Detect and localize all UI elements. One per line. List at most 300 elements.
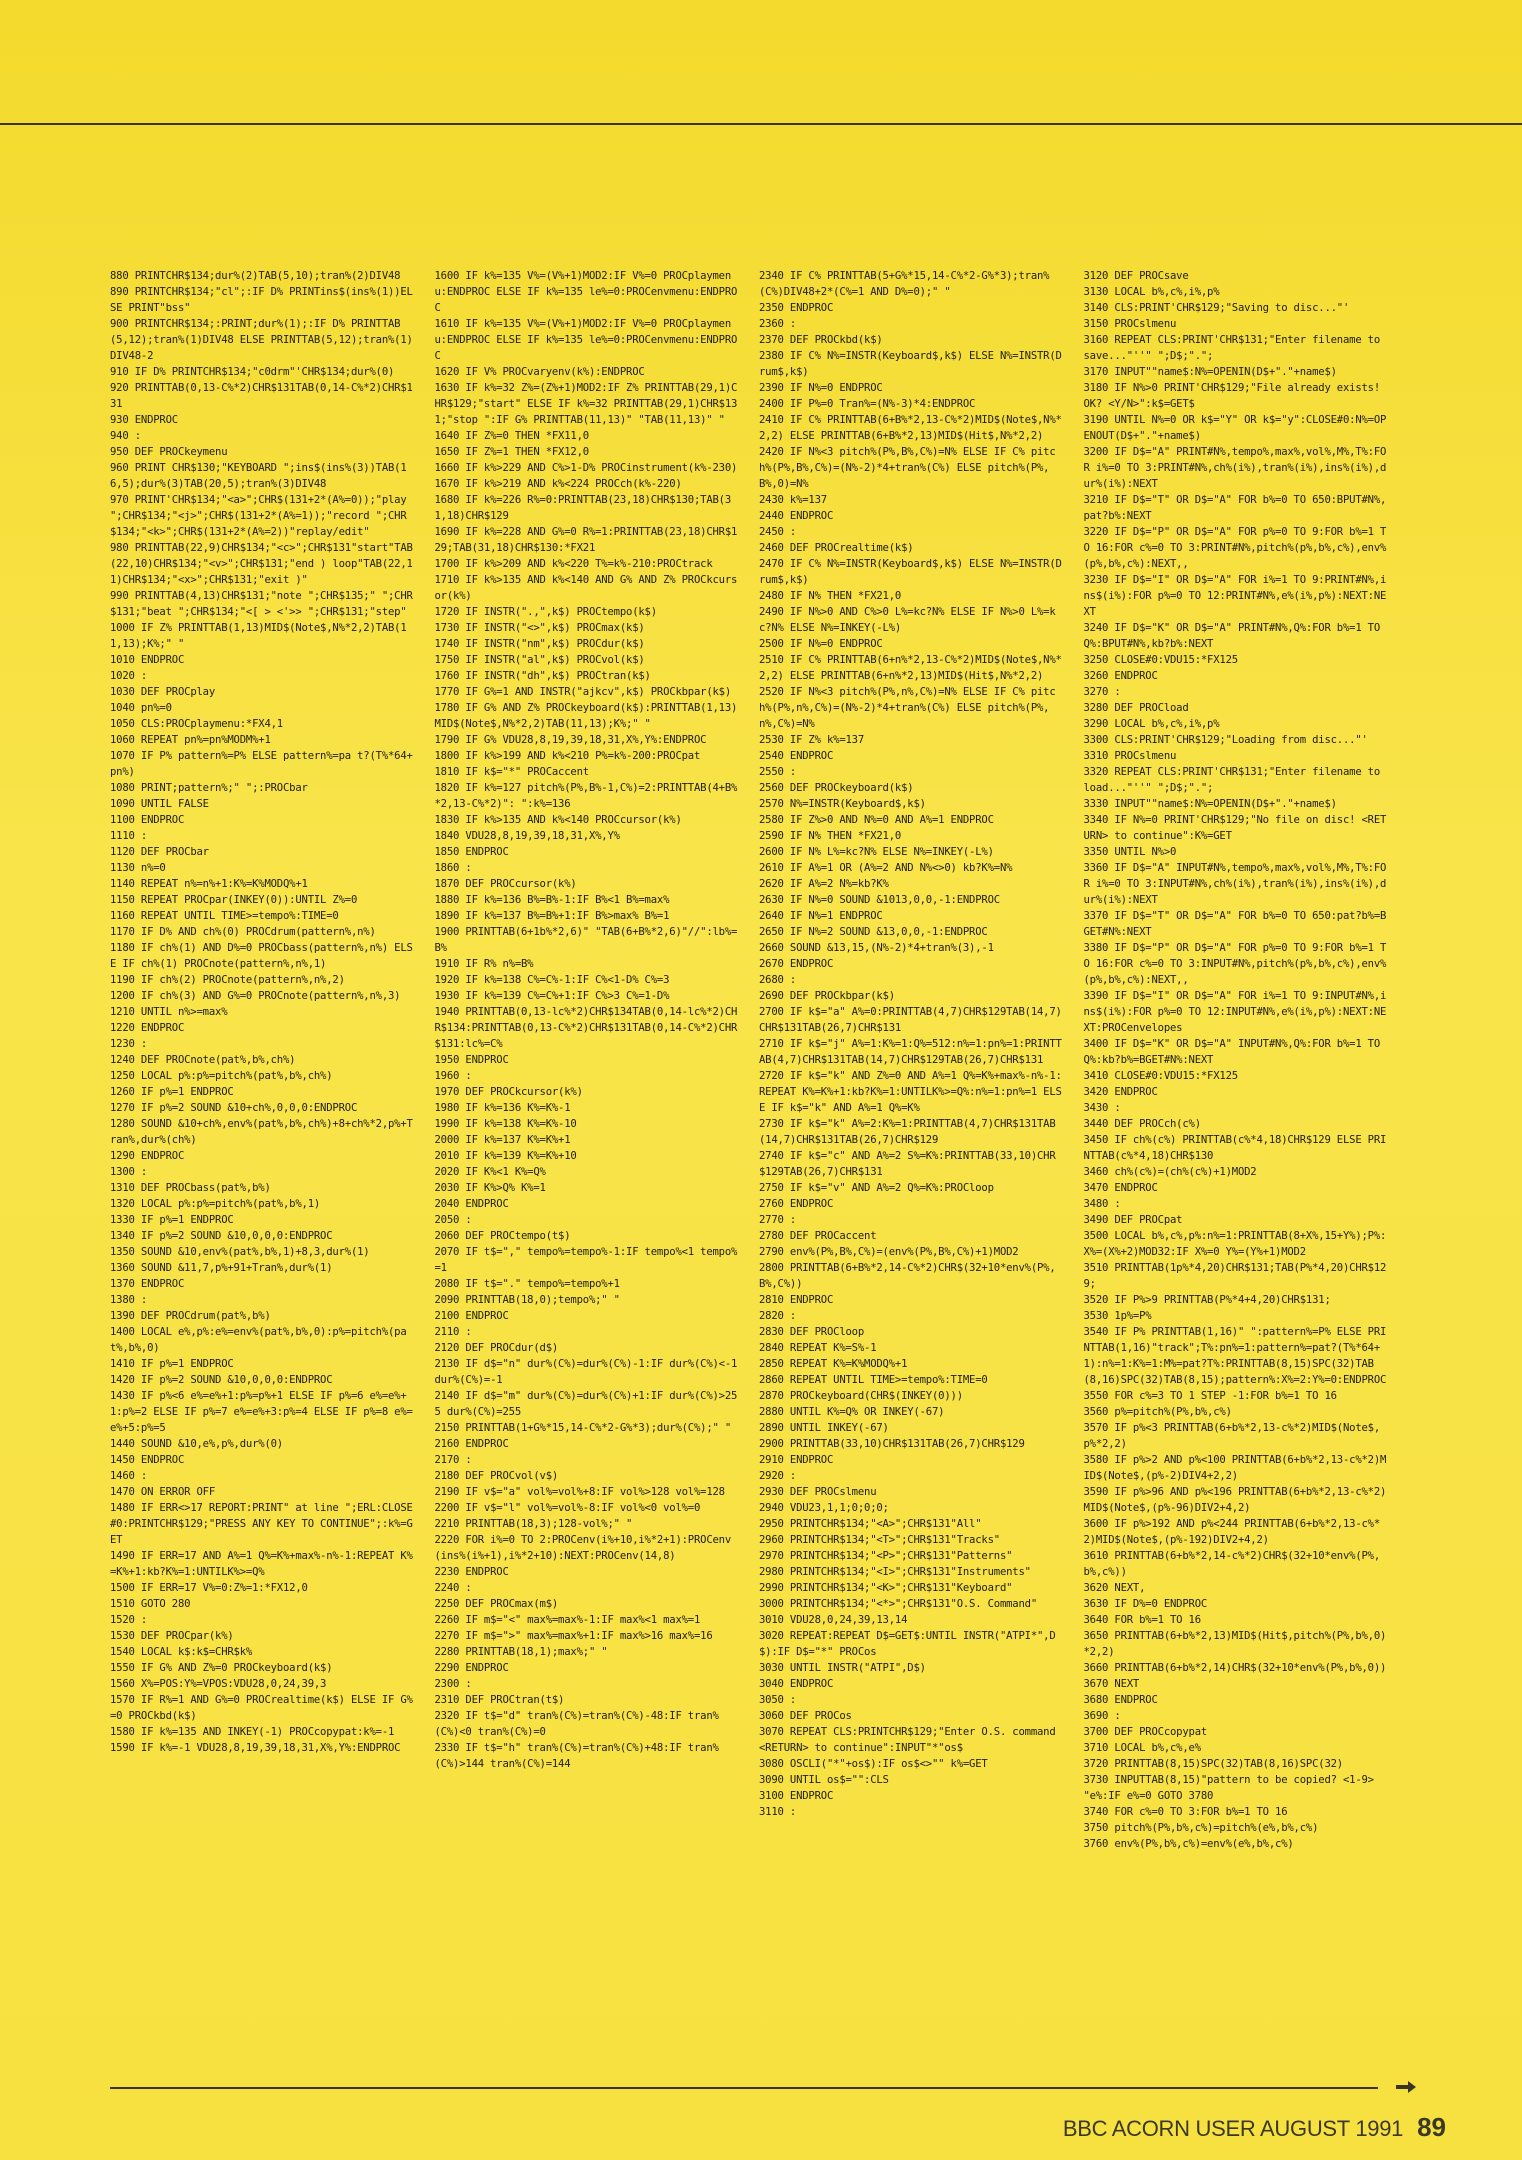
code-line: 1410 IF p%=1 ENDPROC (110, 1358, 234, 1370)
code-line: 2840 REPEAT K%=S%-1 (759, 1342, 877, 1354)
code-line: 1470 ON ERROR OFF (110, 1486, 216, 1498)
code-line: 2320 IF t$="d" tran%(C%)=tran%(C%)-48:IF tran%(C%)<0 tran%(C%)=0 (434, 1710, 719, 1738)
code-line: 2300 : (434, 1678, 472, 1690)
code-line: 2480 IF N% THEN *FX21,0 (759, 590, 902, 602)
code-line: 3010 VDU28,0,24,39,13,14 (759, 1614, 908, 1626)
code-line: 1600 IF k%=135 V%=(V%+1)MOD2:IF V%=0 PROCplaymenu:ENDPROC ELSE IF k%=135 le%=0:PROCenvmenu:ENDPROC (434, 270, 738, 314)
code-line: 1050 CLS:PROCplaymenu:*FX4,1 (110, 718, 283, 730)
code-line: 3500 LOCAL b%,c%,p%:n%=1:PRINTTAB(8+X%,15+Y%);P%:X%=(X%+2)MOD32:IF X%=0 Y%=(Y%+1)MOD2 (1083, 1230, 1387, 1258)
code-line: 1330 IF p%=1 ENDPROC (110, 1214, 234, 1226)
code-line: 1420 IF p%=2 SOUND &10,0,0,0:ENDPROC (110, 1374, 333, 1386)
code-line: 930 ENDPROC (110, 414, 178, 426)
code-line: 2440 ENDPROC (759, 510, 834, 522)
code-line: 990 PRINTTAB(4,13)CHR$131;"note ";CHR$135;" ";CHR$131;"beat ";CHR$134;"<[ > <'>> ";CHR$131;"step" (110, 590, 413, 618)
code-line: 980 PRINTTAB(22,9)CHR$134;"<c>";CHR$131"start"TAB(22,10)CHR$134;"<v>";CHR$131;"end ) loop"TAB(22,11)CHR$134;"<x>";CHR$131;"exit )" (110, 542, 413, 586)
code-line: 2070 IF t$="," tempo%=tempo%-1:IF tempo%<1 tempo%=1 (434, 1246, 738, 1274)
code-line: 1010 ENDPROC (110, 654, 185, 666)
code-line: 2130 IF d$="n" dur%(C%)=dur%(C%)-1:IF dur%(C%)<-1 dur%(C%)=-1 (434, 1358, 744, 1386)
code-line: 2290 ENDPROC (434, 1662, 509, 1674)
listing-column-4 (1084, 268, 1391, 2078)
code-line: 3370 IF D$="T" OR D$="A" FOR b%=0 TO 650:pat?b%=BGET#N%:NEXT (1083, 910, 1387, 938)
code-line: 1090 UNTIL FALSE (110, 798, 209, 810)
code-line: 2960 PRINTCHR$134;"<T>";CHR$131"Tracks" (759, 1534, 1000, 1546)
code-line: 1040 pn%=0 (110, 702, 172, 714)
code-line: 1160 REPEAT UNTIL TIME>=tempo%:TIME=0 (110, 910, 339, 922)
code-line: 2150 PRINTTAB(1+G%*15,14-C%*2-G%*3);dur%(C%);" " (434, 1422, 732, 1434)
code-line: 1200 IF ch%(3) AND G%=0 PROCnote(pattern%,n%,3) (110, 990, 401, 1002)
code-line: 1930 IF k%=139 C%=C%+1:IF C%>3 C%=1-D% (434, 990, 670, 1002)
code-line: 2600 IF N% L%=kc?N% ELSE N%=INKEY(-L%) (759, 846, 994, 858)
code-line: 1140 REPEAT n%=n%+1:K%=K%MODQ%+1 (110, 878, 308, 890)
code-line: 2590 IF N% THEN *FX21,0 (759, 830, 902, 842)
listing-column-2 (435, 268, 742, 2078)
code-line: 3700 DEF PROCcopypat (1083, 1726, 1208, 1738)
code-line: 1130 n%=0 (110, 862, 166, 874)
code-line: 2050 : (434, 1214, 472, 1226)
code-line: 3320 REPEAT CLS:PRINT'CHR$131;"Enter filename to load..."''" ";D$;"."; (1083, 766, 1387, 794)
page-number: 89 (1417, 2112, 1446, 2142)
code-line: 2450 : (759, 526, 797, 538)
code-line: 2180 DEF PROCvol(v$) (434, 1470, 559, 1482)
code-line: 3430 : (1083, 1102, 1121, 1114)
code-line: 3480 : (1083, 1198, 1121, 1210)
code-line: 1520 : (110, 1614, 148, 1626)
code-line: 2660 SOUND &13,15,(N%-2)*4+tran%(3),-1 (759, 942, 994, 954)
code-line: 3100 ENDPROC (759, 1790, 834, 1802)
code-line: 2280 PRINTTAB(18,1);max%;" " (434, 1646, 608, 1658)
code-line: 1630 IF k%=32 Z%=(Z%+1)MOD2:IF Z% PRINTTAB(29,1)CHR$129;"start" ELSE IF k%=32 PRINTTAB(29,1)CHR$131;"stop ":IF G% PRINTTAB(11,13)" "TAB(11,13)" " (434, 382, 738, 426)
code-line: 2740 IF k$="c" AND A%=2 S%=K%:PRINTTAB(33,10)CHR$129TAB(26,7)CHR$131 (759, 1150, 1056, 1178)
code-line: 2970 PRINTCHR$134;"<P>";CHR$131"Patterns" (759, 1550, 1013, 1562)
code-line: 2040 ENDPROC (434, 1198, 509, 1210)
page-footer (1063, 2112, 1446, 2143)
code-line: 1490 IF ERR=17 AND A%=1 Q%=K%+max%-n%-1:REPEAT K%=K%+1:kb?K%=1:UNTILK%>=Q% (110, 1550, 413, 1578)
code-line: 2410 IF C% PRINTTAB(6+B%*2,13-C%*2)MID$(Note$,N%*2,2) ELSE PRINTTAB(6+B%*2,13)MID$(Hit$,N%*2,2) (759, 414, 1062, 442)
code-line: 1180 IF ch%(1) AND D%=0 PROCbass(pattern%,n%) ELSE IF ch%(1) PROCnote(pattern%,n%,1) (110, 942, 413, 970)
code-line: 1260 IF p%=1 ENDPROC (110, 1086, 234, 1098)
code-line: 3000 PRINTCHR$134;"<*>";CHR$131"O.S. Command" (759, 1598, 1038, 1610)
code-line: 1760 IF INSTR("dh",k$) PROCtran(k$) (434, 670, 651, 682)
code-line: 3060 DEF PROCos (759, 1710, 852, 1722)
code-line: 2700 IF k$="a" A%=0:PRINTTAB(4,7)CHR$129TAB(14,7)CHR$131TAB(26,7)CHR$131 (759, 1006, 1062, 1034)
code-line: 2640 IF N%=1 ENDPROC (759, 910, 883, 922)
code-line: 1110 : (110, 830, 148, 842)
code-line: 1240 DEF PROCnote(pat%,b%,ch%) (110, 1054, 296, 1066)
code-line: 2690 DEF PROCkbpar(k$) (759, 990, 895, 1002)
code-line: 2800 PRINTTAB(6+B%*2,14-C%*2)CHR$(32+10*env%(P%,B%,C%)) (759, 1262, 1056, 1290)
code-line: 3230 IF D$="I" OR D$="A" FOR i%=1 TO 9:PRINT#N%,ins$(i%):FOR p%=0 TO 12:PRINT#N%,e%(i%,p%):NEXT:NEXT (1083, 574, 1387, 618)
code-line: 2880 UNTIL K%=Q% OR INKEY(-67) (759, 1406, 945, 1418)
code-line: 2470 IF C% N%=INSTR(Keyboard$,k$) ELSE N%=INSTR(Drum$,k$) (759, 558, 1062, 586)
code-line: 3140 CLS:PRINT'CHR$129;"Saving to disc..."' (1083, 302, 1350, 314)
code-line: 1780 IF G% AND Z% PROCkeyboard(k$):PRINTTAB(1,13)MID$(Note$,N%*2,2)TAB(11,13);K%;" " (434, 702, 738, 730)
code-line: 3190 UNTIL N%=0 OR k$="Y" OR k$="y":CLOSE#0:N%=OPENOUT(D$+"."+name$) (1083, 414, 1387, 442)
code-line: 3350 UNTIL N%>0 (1083, 846, 1177, 858)
code-line: 3640 FOR b%=1 TO 16 (1083, 1614, 1201, 1626)
code-line: 900 PRINTCHR$134;:PRINT;dur%(1);:IF D% PRINTTAB(5,12);tran%(1)DIV48 ELSE PRINTTAB(5,12);tran%(1)DIV48-2 (110, 318, 413, 362)
code-line: 3600 IF p%>192 AND p%<244 PRINTTAB(6+b%*2,13-c%*2)MID$(Note$,(p%-192)DIV2+4,2) (1083, 1518, 1381, 1546)
code-line: 3220 IF D$="P" OR D$="A" FOR p%=0 TO 9:FOR b%=1 TO 16:FOR c%=0 TO 3:PRINT#N%,pitch%(p%,b%,c%),env%(p%,b%,c%):NEXT,, (1083, 526, 1387, 570)
code-line: 2940 VDU23,1,1;0;0;0; (759, 1502, 889, 1514)
code-line: 3650 PRINTTAB(6+b%*2,13)MID$(Hit$,pitch%(P%,b%,0)*2,2) (1083, 1630, 1387, 1658)
code-line: 2810 ENDPROC (759, 1294, 834, 1306)
code-line: 1360 SOUND &11,7,p%+91+Tran%,dur%(1) (110, 1262, 333, 1274)
code-line: 1800 IF k%>199 AND k%<210 P%=k%-200:PROCpat (434, 750, 701, 762)
code-line: 3690 : (1083, 1710, 1121, 1722)
code-line: 2510 IF C% PRINTTAB(6+n%*2,13-C%*2)MID$(Note$,N%*2,2) ELSE PRINTTAB(6+n%*2,13)MID$(Hit$,N%*2,2) (759, 654, 1062, 682)
code-line: 2120 DEF PROCdur(d$) (434, 1342, 559, 1354)
code-line: 1850 ENDPROC (434, 846, 509, 858)
code-line: 3530 1p%=P% (1083, 1310, 1152, 1322)
code-line: 3410 CLOSE#0:VDU15:*FX125 (1083, 1070, 1238, 1082)
code-line: 2830 DEF PROCloop (759, 1326, 865, 1338)
code-line: 3580 IF p%>2 AND p%<100 PRINTTAB(6+b%*2,13-c%*2)MID$(Note$,(p%-2)DIV4+2,2) (1083, 1454, 1387, 1482)
code-line: 2710 IF k$="j" A%=1:K%=1:Q%=512:n%=1:pn%=1:PRINTTAB(4,7)CHR$131TAB(14,7)CHR$129TAB(26,7)CHR$131 (759, 1038, 1062, 1066)
code-line: 1880 IF k%=136 B%=B%-1:IF B%<1 B%=max% (434, 894, 670, 906)
code-line: 3120 DEF PROCsave (1083, 270, 1189, 282)
code-line: 1250 LOCAL p%:p%=pitch%(pat%,b%,ch%) (110, 1070, 333, 1082)
code-line: 1980 IF k%=136 K%=K%-1 (434, 1102, 571, 1114)
code-line: 2190 IF v$="a" vol%=vol%+8:IF vol%>128 vol%=128 (434, 1486, 725, 1498)
code-line: 2260 IF m$="<" max%=max%-1:IF max%<1 max%=1 (434, 1614, 701, 1626)
code-line: 910 IF D% PRINTCHR$134;"c0drm"'CHR$134;dur%(0) (110, 366, 395, 378)
code-line: 2330 IF t$="h" tran%(C%)=tran%(C%)+48:IF tran%(C%)>144 tran%(C%)=144 (434, 1742, 719, 1770)
code-line: 2420 IF N%<3 pitch%(P%,B%,C%)=N% ELSE IF C% pitch%(P%,B%,C%)=(N%-2)*4+tran%(C%) ELSE pitch%(P%,B%,0)=N% (759, 446, 1056, 490)
code-line: 2530 IF Z% k%=137 (759, 734, 865, 746)
code-line: 3150 PROCslmenu (1083, 318, 1177, 330)
listing-column-1 (110, 268, 417, 2078)
code-line: 2650 IF N%=2 SOUND &13,0,0,-1:ENDPROC (759, 926, 988, 938)
code-line: 1640 IF Z%=0 THEN *FX11,0 (434, 430, 589, 442)
code-line: 3160 REPEAT CLS:PRINT'CHR$131;"Enter filename to save..."''" ";D$;"."; (1083, 334, 1387, 362)
code-line: 3170 INPUT""name$:N%=OPENIN(D$+"."+name$) (1083, 366, 1337, 378)
code-line: 1190 IF ch%(2) PROCnote(pattern%,n%,2) (110, 974, 345, 986)
code-line: 3390 IF D$="I" OR D$="A" FOR i%=1 TO 9:INPUT#N%,ins$(i%):FOR p%=0 TO 12:INPUT#N%,e%(i%,p%):NEXT:NEXT:PROCenvelopes (1083, 990, 1387, 1034)
code-line: 1620 IF V% PROCvaryenv(k%):ENDPROC (434, 366, 645, 378)
code-line: 3550 FOR c%=3 TO 1 STEP -1:FOR b%=1 TO 16 (1083, 1390, 1337, 1402)
code-line: 1830 IF k%>135 AND k%<140 PROCcursor(k%) (434, 814, 682, 826)
code-line: 2900 PRINTTAB(33,10)CHR$131TAB(26,7)CHR$129 (759, 1438, 1025, 1450)
code-line: 3040 ENDPROC (759, 1678, 834, 1690)
code-line: 2240 : (434, 1582, 472, 1594)
code-line: 3080 OSCLI("*"+os$):IF os$<>"" k%=GET (759, 1758, 988, 1770)
code-line: 1970 DEF PROCkcursor(k%) (434, 1086, 583, 1098)
code-line: 1220 ENDPROC (110, 1022, 185, 1034)
code-line: 2020 IF K%<1 K%=Q% (434, 1166, 546, 1178)
code-line: 1000 IF Z% PRINTTAB(1,13)MID$(Note$,N%*2,2)TAB(11,13);K%;" " (110, 622, 407, 650)
code-line: 1710 IF k%>135 AND k%<140 AND G% AND Z% PROCkcursor(k%) (434, 574, 738, 602)
code-line: 1860 : (434, 862, 472, 874)
code-line: 1690 IF k%=228 AND G%=0 R%=1:PRINTTAB(23,18)CHR$129;TAB(31,18)CHR$130:*FX21 (434, 526, 738, 554)
code-line: 2490 IF N%>0 AND C%>0 L%=kc?N% ELSE IF N%>0 L%=kc?N% ELSE N%=INKEY(-L%) (759, 606, 1056, 634)
code-line: 1540 LOCAL k$:k$=CHR$k% (110, 1646, 253, 1658)
code-line: 2630 IF N%=0 SOUND &1013,0,0,-1:ENDPROC (759, 894, 1000, 906)
code-line: 2730 IF k$="k" A%=2:K%=1:PRINTTAB(4,7)CHR$131TAB(14,7)CHR$131TAB(26,7)CHR$129 (759, 1118, 1056, 1146)
code-line: 2890 UNTIL INKEY(-67) (759, 1422, 889, 1434)
code-line: 2000 IF k%=137 K%=K%+1 (434, 1134, 571, 1146)
code-line: 3470 ENDPROC (1083, 1182, 1158, 1194)
code-line: 1270 IF p%=2 SOUND &10+ch%,0,0,0:ENDPROC (110, 1102, 358, 1114)
code-line: 2780 DEF PROCaccent (759, 1230, 877, 1242)
code-line: 1510 GOTO 280 (110, 1598, 191, 1610)
code-line: 1700 IF k%>209 AND k%<220 T%=k%-210:PROCtrack (434, 558, 713, 570)
code-line: 1300 : (110, 1166, 148, 1178)
code-line: 2560 DEF PROCkeyboard(k$) (759, 782, 914, 794)
code-line: 1290 ENDPROC (110, 1150, 185, 1162)
code-line: 1570 IF R%=1 AND G%=0 PROCrealtime(k$) ELSE IF G%=0 PROCkbd(k$) (110, 1694, 413, 1722)
code-line: 3440 DEF PROCch(c%) (1083, 1118, 1201, 1130)
code-line: 2790 env%(P%,B%,C%)=(env%(P%,B%,C%)+1)MOD2 (759, 1246, 1019, 1258)
code-line: 2540 ENDPROC (759, 750, 834, 762)
code-line: 890 PRINTCHR$134;"cl";:IF D% PRINTins$(ins%(1))ELSE PRINT"bss" (110, 286, 413, 314)
code-line: 3450 IF ch%(c%) PRINTTAB(c%*4,18)CHR$129 ELSE PRINTTAB(c%*4,18)CHR$130 (1083, 1134, 1387, 1162)
code-line: 2550 : (759, 766, 797, 778)
code-line: 2850 REPEAT K%=K%MODQ%+1 (759, 1358, 908, 1370)
code-line: 3680 ENDPROC (1083, 1694, 1158, 1706)
code-line: 970 PRINT'CHR$134;"<a>";CHR$(131+2*(A%=0));"play ";CHR$134;"<j>";CHR$(131+2*(A%=1));"record ";CHR$134;"<k>";CHR$(131+2*(A%=2))"replay/edit" (110, 494, 413, 538)
code-line: 2390 IF N%=0 ENDPROC (759, 382, 883, 394)
code-line: 1550 IF G% AND Z%=0 PROCkeyboard(k$) (110, 1662, 333, 1674)
code-line: 1820 IF k%=127 pitch%(P%,B%-1,C%)=2:PRINTTAB(4+B%*2,13-C%*2)": ":k%=136 (434, 782, 738, 810)
code-line: 1660 IF k%>229 AND C%>1-D% PROCinstrument(k%-230) (434, 462, 738, 474)
code-line: 2760 ENDPROC (759, 1198, 834, 1210)
code-line: 3510 PRINTTAB(1p%*4,20)CHR$131;TAB(P%*4,20)CHR$129; (1083, 1262, 1387, 1290)
code-line: 1950 ENDPROC (434, 1054, 509, 1066)
code-line: 1100 ENDPROC (110, 814, 185, 826)
code-line: 2200 IF v$="l" vol%=vol%-8:IF vol%<0 vol%=0 (434, 1502, 701, 1514)
code-line: 3540 IF P% PRINTTAB(1,16)" ":pattern%=P% ELSE PRINTTAB(1,16)"track";T%:pn%=1:pattern%=pat?(T%*64+1):n%=1:K%=1:M%=pat?T%:PRINTTAB(8,15)SPC(32)TAB(8,16)SPC(32)TAB(8,15);pattern%:X%=2:Y%=0:ENDPROC (1083, 1326, 1387, 1386)
code-line: 2580 IF Z%>0 AND N%=0 AND A%=1 ENDPROC (759, 814, 994, 826)
code-line: 1170 IF D% AND ch%(0) PROCdrum(pattern%,n%) (110, 926, 376, 938)
code-line: 3300 CLS:PRINT'CHR$129;"Loading from disc..."' (1083, 734, 1368, 746)
code-line: 3250 CLOSE#0:VDU15:*FX125 (1083, 654, 1238, 666)
code-line: 2160 ENDPROC (434, 1438, 509, 1450)
code-line: 2080 IF t$="." tempo%=tempo%+1 (434, 1278, 620, 1290)
code-line: 1990 IF k%=138 K%=K%-10 (434, 1118, 577, 1130)
code-line: 1150 REPEAT PROCpar(INKEY(0)):UNTIL Z%=0 (110, 894, 358, 906)
code-line: 2250 DEF PROCmax(m$) (434, 1598, 559, 1610)
code-line: 2770 : (759, 1214, 797, 1226)
top-rule (0, 123, 1522, 125)
code-line: 3400 IF D$="K" OR D$="A" INPUT#N%,Q%:FOR b%=1 TO Q%:kb?b%=BGET#N%:NEXT (1083, 1038, 1387, 1066)
code-line: 3490 DEF PROCpat (1083, 1214, 1183, 1226)
code-line: 1320 LOCAL p%:p%=pitch%(pat%,b%,1) (110, 1198, 321, 1210)
magazine-title: BBC ACORN USER AUGUST 1991 (1062, 2116, 1404, 2141)
code-line: 2460 DEF PROCrealtime(k$) (759, 542, 914, 554)
code-line: 2210 PRINTTAB(18,3);128-vol%;" " (434, 1518, 633, 1530)
code-line: 1400 LOCAL e%,p%:e%=env%(pat%,b%,0):p%=pitch%(pat%,b%,0) (110, 1326, 407, 1354)
code-line: 3090 UNTIL os$="":CLS (759, 1774, 889, 1786)
code-line: 2430 k%=137 (759, 494, 827, 506)
code-line: 3110 : (759, 1806, 797, 1818)
code-line: 2860 REPEAT UNTIL TIME>=tempo%:TIME=0 (759, 1374, 988, 1386)
code-line: 1580 IF k%=135 AND INKEY(-1) PROCcopypat:k%=-1 (110, 1726, 395, 1738)
code-line: 2110 : (434, 1326, 472, 1338)
code-line: 2220 FOR i%=0 TO 2:PROCenv(i%+10,i%*2+1):PROCenv(ins%(i%+1),i%*2+10):NEXT:PROCenv(14,8) (434, 1534, 732, 1562)
code-line: 3460 ch%(c%)=(ch%(c%)+1)MOD2 (1083, 1166, 1257, 1178)
code-line: 1840 VDU28,8,19,39,18,31,X%,Y% (434, 830, 620, 842)
code-line: 3020 REPEAT:REPEAT D$=GET$:UNTIL INSTR("ATPI*",D$):IF D$="*" PROCos (759, 1630, 1056, 1658)
code-line: 1310 DEF PROCbass(pat%,b%) (110, 1182, 271, 1194)
code-line: 1920 IF k%=138 C%=C%-1:IF C%<1-D% C%=3 (434, 974, 670, 986)
code-line: 1960 : (434, 1070, 472, 1082)
code-line: 2750 IF k$="v" AND A%=2 Q%=K%:PROCloop (759, 1182, 994, 1194)
code-line: 3330 INPUT""name$:N%=OPENIN(D$+"."+name$) (1083, 798, 1337, 810)
code-line: 3260 ENDPROC (1083, 670, 1158, 682)
code-line: 1750 IF INSTR("al",k$) PROCvol(k$) (434, 654, 645, 666)
code-line: 1430 IF p%<6 e%=e%+1:p%=p%+1 ELSE IF p%=6 e%=e%+1:p%=2 ELSE IF p%=7 e%=e%+3:p%=4 ELSE IF p%=8 e%=e%+5:p%=5 (110, 1390, 413, 1434)
code-line: 2610 IF A%=1 OR (A%=2 AND N%<>0) kb?K%=N% (759, 862, 1013, 874)
code-line: 1810 IF k$="*" PROCaccent (434, 766, 589, 778)
code-line: 2680 : (759, 974, 797, 986)
code-line: 2340 IF C% PRINTTAB(5+G%*15,14-C%*2-G%*3);tran%(C%)DIV48+2*(C%=1 AND D%=0);" " (759, 270, 1050, 298)
code-line: 2520 IF N%<3 pitch%(P%,n%,C%)=N% ELSE IF C% pitch%(P%,n%,C%)=(N%-2)*4+tran%(C%) ELSE pitch%(P%,n%,C%)=N% (759, 686, 1056, 730)
code-line: 3240 IF D$="K" OR D$="A" PRINT#N%,Q%:FOR b%=1 TO Q%:BPUT#N%,kb?b%:NEXT (1083, 622, 1387, 650)
code-line: 3360 IF D$="A" INPUT#N%,tempo%,max%,vol%,M%,T%:FOR i%=0 TO 3:INPUT#N%,ch%(i%),tran%(i%),ins%(i%),dur%(i%):NEXT (1083, 862, 1387, 906)
code-line: 2910 ENDPROC (759, 1454, 834, 1466)
code-line: 950 DEF PROCkeymenu (110, 446, 228, 458)
code-line: 1770 IF G%=1 AND INSTR("ajkcv",k$) PROCkbpar(k$) (434, 686, 732, 698)
code-line: 3270 : (1083, 686, 1121, 698)
code-line: 2360 : (759, 318, 797, 330)
code-line: 2230 ENDPROC (434, 1566, 509, 1578)
code-line: 1680 IF k%=226 R%=0:PRINTTAB(23,18)CHR$130;TAB(31,18)CHR$129 (434, 494, 732, 522)
code-line: 2980 PRINTCHR$134;"<I>";CHR$131"Instruments" (759, 1566, 1031, 1578)
code-line: 3420 ENDPROC (1083, 1086, 1158, 1098)
code-line: 1720 IF INSTR(".,",k$) PROCtempo(k$) (434, 606, 657, 618)
code-line: 2170 : (434, 1454, 472, 1466)
code-line: 2500 IF N%=0 ENDPROC (759, 638, 883, 650)
code-line: 2030 IF K%>Q% K%=1 (434, 1182, 546, 1194)
code-line: 2090 PRINTTAB(18,0);tempo%;" " (434, 1294, 620, 1306)
code-line: 3290 LOCAL b%,c%,i%,p% (1083, 718, 1220, 730)
code-line: 2010 IF k%=139 K%=K%+10 (434, 1150, 577, 1162)
code-line: 1530 DEF PROCpar(k%) (110, 1630, 234, 1642)
code-line: 2870 PROCkeyboard(CHR$(INKEY(0))) (759, 1390, 963, 1402)
code-line: 3380 IF D$="P" OR D$="A" FOR p%=0 TO 9:FOR b%=1 TO 16:FOR c%=0 TO 3:INPUT#N%,pitch%(p%,b%,c%),env%(p%,b%,c%):NEXT,, (1083, 942, 1387, 986)
code-line: 2140 IF d$="m" dur%(C%)=dur%(C%)+1:IF dur%(C%)>255 dur%(C%)=255 (434, 1390, 738, 1418)
code-line: 1230 : (110, 1038, 148, 1050)
code-line: 2270 IF m$=">" max%=max%+1:IF max%>16 max%=16 (434, 1630, 713, 1642)
code-line: 940 : (110, 430, 141, 442)
code-line: 1070 IF P% pattern%=P% ELSE pattern%=pa t?(T%*64+pn%) (110, 750, 413, 778)
code-line: 3720 PRINTTAB(8,15)SPC(32)TAB(8,16)SPC(32) (1083, 1758, 1343, 1770)
code-line: 1080 PRINT;pattern%;" ";:PROCbar (110, 782, 308, 794)
code-line: 1940 PRINTTAB(0,13-lc%*2)CHR$134TAB(0,14-lc%*2)CHR$134:PRINTTAB(0,13-C%*2)CHR$131TAB(0,14-C%*2)CHR$131:lc%=C% (434, 1006, 738, 1050)
code-line: 2620 IF A%=2 N%=kb?K% (759, 878, 889, 890)
code-line: 1900 PRINTTAB(6+1b%*2,6)" "TAB(6+B%*2,6)"//":lb%=B% (434, 926, 738, 954)
code-line: 2720 IF k$="k" AND Z%=0 AND A%=1 Q%=K%+max%-n%-1:REPEAT K%=K%+1:kb?K%=1:UNTILK%>=Q%:n%=1:pn%=1 ELSE IF k$="k" AND A%=1 Q%=K% (759, 1070, 1062, 1114)
code-line: 1610 IF k%=135 V%=(V%+1)MOD2:IF V%=0 PROCplaymenu:ENDPROC ELSE IF k%=135 le%=0:PROCenvmenu:ENDPROC (434, 318, 738, 362)
code-line: 1560 X%=POS:Y%=VPOS:VDU28,0,24,39,3 (110, 1678, 327, 1690)
code-line: 3280 DEF PROCload (1083, 702, 1189, 714)
code-line: 3070 REPEAT CLS:PRINTCHR$129;"Enter O.S. command <RETURN> to continue":INPUT"*"os$ (759, 1726, 1062, 1754)
code-line: 2380 IF C% N%=INSTR(Keyboard$,k$) ELSE N%=INSTR(Drum$,k$) (759, 350, 1062, 378)
code-line: 3200 IF D$="A" PRINT#N%,tempo%,max%,vol%,M%,T%:FOR i%=0 TO 3:PRINT#N%,ch%(i%),tran%(i%),ins%(i%),dur%(i%):NEXT (1083, 446, 1387, 490)
code-line: 3750 pitch%(P%,b%,c%)=pitch%(e%,b%,c%) (1083, 1822, 1319, 1834)
code-line: 1650 IF Z%=1 THEN *FX12,0 (434, 446, 589, 458)
code-line: 2100 ENDPROC (434, 1310, 509, 1322)
code-line: 1350 SOUND &10,env%(pat%,b%,1)+8,3,dur%(1) (110, 1246, 370, 1258)
code-line: 3660 PRINTTAB(6+b%*2,14)CHR$(32+10*env%(P%,b%,0)) (1083, 1662, 1387, 1674)
code-line: 1020 : (110, 670, 148, 682)
code-line: 1890 IF k%=137 B%=B%+1:IF B%>max% B%=1 (434, 910, 670, 922)
code-line: 1060 REPEAT pn%=pn%MODM%+1 (110, 734, 271, 746)
code-line: 960 PRINT CHR$130;"KEYBOARD ";ins$(ins%(3))TAB(16,5);dur%(3)TAB(20,5);tran%(3)DIV48 (110, 462, 407, 490)
code-line: 2990 PRINTCHR$134;"<K>";CHR$131"Keyboard" (759, 1582, 1013, 1594)
code-line: 1870 DEF PROCcursor(k%) (434, 878, 577, 890)
code-line: 1910 IF R% n%=B% (434, 958, 534, 970)
code-line: 3340 IF N%=0 PRINT'CHR$129;"No file on disc! <RETURN> to continue":K%=GET (1083, 814, 1387, 842)
code-line: 920 PRINTTAB(0,13-C%*2)CHR$131TAB(0,14-C%*2)CHR$131 (110, 382, 413, 410)
code-line: 3760 env%(P%,b%,c%)=env%(e%,b%,c%) (1083, 1838, 1294, 1850)
code-line: 3050 : (759, 1694, 797, 1706)
code-line: 3570 IF p%<3 PRINTTAB(6+b%*2,13-c%*2)MID$(Note$,p%*2,2) (1083, 1422, 1381, 1450)
code-line: 1210 UNTIL n%>=max% (110, 1006, 228, 1018)
code-line: 3310 PROCslmenu (1083, 750, 1177, 762)
code-line: 3670 NEXT (1083, 1678, 1140, 1690)
code-line: 1590 IF k%=-1 VDU28,8,19,39,18,31,X%,Y%:ENDPROC (110, 1742, 401, 1754)
code-line: 1500 IF ERR=17 V%=0:Z%=1:*FX12,0 (110, 1582, 308, 1594)
code-line: 1480 IF ERR<>17 REPORT:PRINT" at line ";ERL:CLOSE#0:PRINTCHR$129;"PRESS ANY KEY TO CONTINUE";:k%=GET (110, 1502, 413, 1546)
code-line: 3630 IF D%=0 ENDPROC (1083, 1598, 1208, 1610)
code-line: 3560 p%=pitch%(P%,b%,c%) (1083, 1406, 1232, 1418)
code-line: 2370 DEF PROCkbd(k$) (759, 334, 883, 346)
code-line: 3030 UNTIL INSTR("ATPI",D$) (759, 1662, 926, 1674)
code-line: 2950 PRINTCHR$134;"<A>";CHR$131"All" (759, 1518, 982, 1530)
code-line: 2350 ENDPROC (759, 302, 834, 314)
listing-column-3 (759, 268, 1066, 2078)
code-line: 2310 DEF PROCtran(t$) (434, 1694, 565, 1706)
code-line: 2920 : (759, 1470, 797, 1482)
code-line: 1390 DEF PROCdrum(pat%,b%) (110, 1310, 271, 1322)
code-line: 2670 ENDPROC (759, 958, 834, 970)
code-line: 1030 DEF PROCplay (110, 686, 216, 698)
code-line: 1450 ENDPROC (110, 1454, 185, 1466)
code-line: 1670 IF k%>219 AND k%<224 PROCch(k%-220) (434, 478, 682, 490)
code-line: 2060 DEF PROCtempo(t$) (434, 1230, 571, 1242)
bottom-rule (110, 2087, 1378, 2089)
code-line: 3180 IF N%>0 PRINT'CHR$129;"File already exists! OK? <Y/N>":k$=GET$ (1083, 382, 1387, 410)
code-line: 1740 IF INSTR("nm",k$) PROCdur(k$) (434, 638, 645, 650)
code-line: 880 PRINTCHR$134;dur%(2)TAB(5,10);tran%(2)DIV48 (110, 270, 401, 282)
code-line: 1730 IF INSTR("<>",k$) PROCmax(k$) (434, 622, 645, 634)
code-line: 3210 IF D$="T" OR D$="A" FOR b%=0 TO 650:BPUT#N%,pat?b%:NEXT (1083, 494, 1387, 522)
code-line: 1120 DEF PROCbar (110, 846, 209, 858)
code-line: 3590 IF p%>96 AND p%<196 PRINTTAB(6+b%*2,13-c%*2)MID$(Note$,(p%-96)DIV2+4,2) (1083, 1486, 1387, 1514)
code-line: 2820 : (759, 1310, 797, 1322)
code-line: 1380 : (110, 1294, 148, 1306)
program-listing (110, 268, 1390, 2078)
code-line: 2930 DEF PROCslmenu (759, 1486, 877, 1498)
code-line: 3740 FOR c%=0 TO 3:FOR b%=1 TO 16 (1083, 1806, 1288, 1818)
code-line: 3620 NEXT, (1083, 1582, 1146, 1594)
code-line: 3730 INPUTTAB(8,15)"pattern to be copied? <1-9> "e%:IF e%=0 GOTO 3780 (1083, 1774, 1381, 1802)
code-line: 1370 ENDPROC (110, 1278, 185, 1290)
code-line: 1790 IF G% VDU28,8,19,39,18,31,X%,Y%:ENDPROC (434, 734, 707, 746)
code-line: 2570 N%=INSTR(Keyboard$,k$) (759, 798, 926, 810)
code-line: 3610 PRINTTAB(6+b%*2,14-c%*2)CHR$(32+10*env%(P%,b%,c%)) (1083, 1550, 1381, 1578)
code-line: 3520 IF P%>9 PRINTTAB(P%*4+4,20)CHR$131; (1083, 1294, 1331, 1306)
code-line: 2400 IF P%=0 Tran%=(N%-3)*4:ENDPROC (759, 398, 976, 410)
code-line: 1340 IF p%=2 SOUND &10,0,0,0:ENDPROC (110, 1230, 333, 1242)
end-arrow-icon (1396, 2080, 1416, 2094)
code-line: 1440 SOUND &10,e%,p%,dur%(0) (110, 1438, 283, 1450)
code-line: 3710 LOCAL b%,c%,e% (1083, 1742, 1201, 1754)
code-line: 3130 LOCAL b%,c%,i%,p% (1083, 286, 1220, 298)
code-line: 1460 : (110, 1470, 148, 1482)
code-line: 1280 SOUND &10+ch%,env%(pat%,b%,ch%)+8+ch%*2,p%+Tran%,dur%(ch%) (110, 1118, 413, 1146)
